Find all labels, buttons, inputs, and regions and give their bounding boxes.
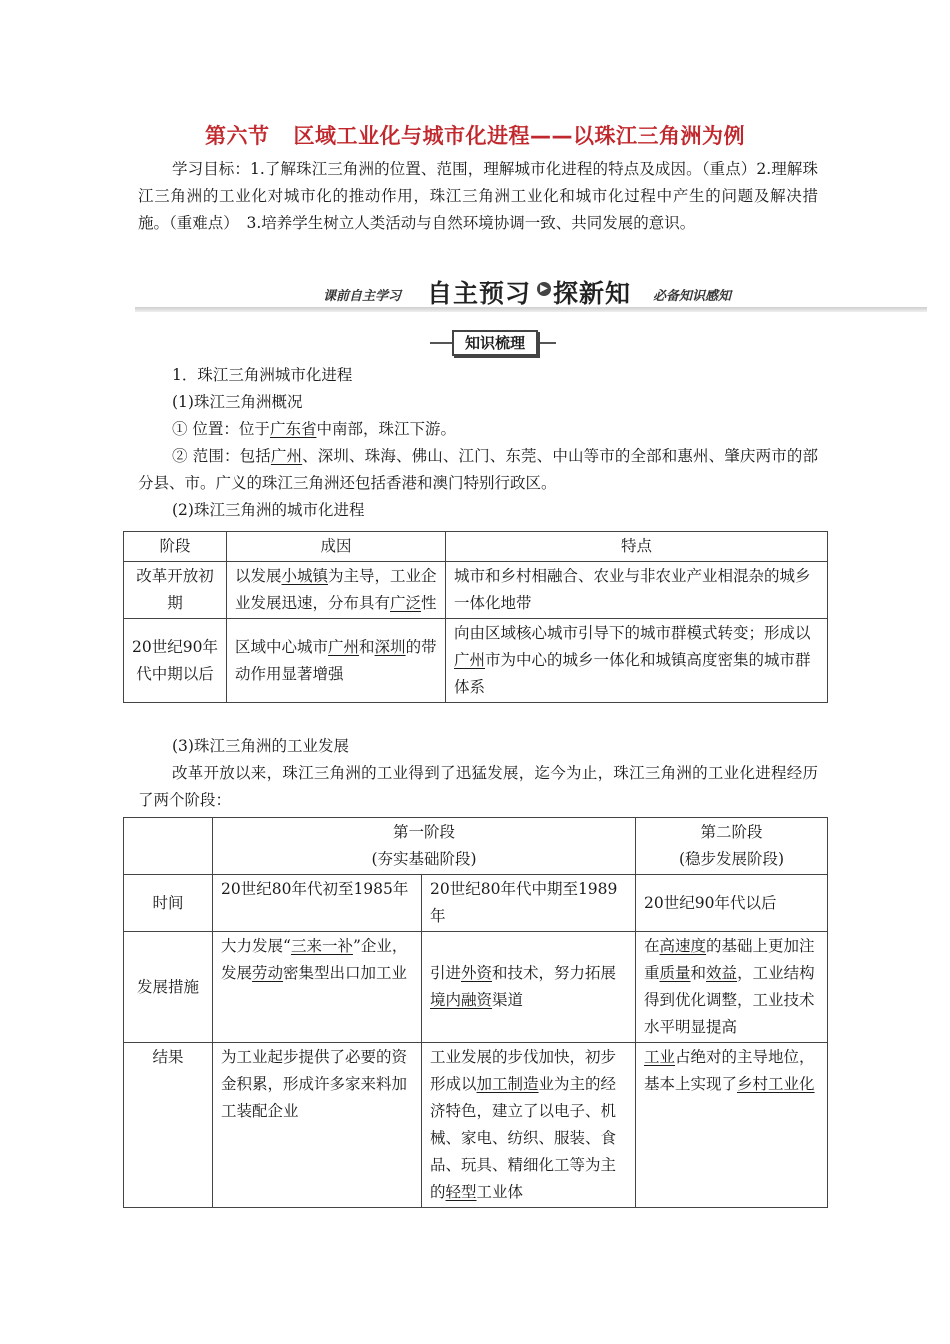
industry-paragraph: 改革开放以来，珠江三角洲的工业得到了迅猛发展，迄今为止，珠江三角洲的工业化进程经历了两个阶段： bbox=[138, 764, 818, 809]
section-number: 第六节 bbox=[205, 124, 270, 148]
table-cell: 20世纪90年代中期以后 bbox=[124, 619, 227, 703]
heading-1: 1．珠江三角洲城市化进程 bbox=[172, 366, 353, 384]
table-cell: 为工业起步提供了必要的资金积累，形成许多家来料加工装配企业 bbox=[213, 1043, 422, 1208]
underlined-answer: 广东省 bbox=[269, 420, 317, 438]
subheading-1: (1)珠江三角洲概况 bbox=[172, 393, 303, 411]
table-cell: 以发展小城镇为主导，工业企业发展迅速，分布具有广泛性 bbox=[227, 562, 446, 619]
location-line: ① 位置：位于广东省中南部，珠江下游。 bbox=[172, 420, 456, 438]
table-cell: 20世纪90年代以后 bbox=[636, 875, 828, 932]
learning-objectives: 学习目标：1.了解珠江三角洲的位置、范围，理解城市化进程的特点及成因。（重点）2.理解珠江三角洲的工业化对城市化的推动作用，珠江三角洲工业化和城市化过程中产生的问题及解决措施。（重难点） 3.培养学生树立人类活动与自然环境协调一致、共同发展的意识。 bbox=[138, 160, 818, 232]
table-cell: 改革开放初期 bbox=[124, 562, 227, 619]
table-cell: 区域中心城市广州和深圳的带动作用显著增强 bbox=[227, 619, 446, 703]
table-cell: 城市和乡村相融合、农业与非农业产业相混杂的城乡一体化地带 bbox=[446, 562, 828, 619]
table-cell: 结果 bbox=[124, 1043, 213, 1208]
table-cell: 工业占绝对的主导地位，基本上实现了乡村工业化 bbox=[636, 1043, 828, 1208]
table-cell: 工业发展的步伐加快，初步形成以加工制造业为主的经济特色，建立了以电子、机械、家电、纺织、服装、食品、玩具、精细化工等为主的轻型工业体 bbox=[422, 1043, 636, 1208]
table-cell: 发展措施 bbox=[124, 932, 213, 1043]
section-title: 区域工业化与城市化进程——以珠江三角洲为例 bbox=[293, 124, 745, 148]
table-header-cell: 阶段 bbox=[124, 532, 227, 562]
underlined-answer: 广州 bbox=[270, 447, 303, 465]
table-cell: 大力发展“三来一补”企业，发展劳动密集型出口加工业 bbox=[213, 932, 422, 1043]
table-row bbox=[124, 619, 828, 703]
table-cell: 引进外资和技术，努力拓展境内融资渠道 bbox=[422, 932, 636, 1043]
arrow-icon: ▶ bbox=[537, 282, 551, 296]
urbanization-table bbox=[123, 531, 828, 703]
table-header-cell: 成因 bbox=[227, 532, 446, 562]
banner-main-label-1: 自主预习 bbox=[427, 279, 532, 308]
table-cell: 时间 bbox=[124, 875, 213, 932]
page-title bbox=[0, 120, 950, 150]
table-header-cell bbox=[124, 818, 213, 875]
table-header-row bbox=[124, 532, 828, 562]
section-banner bbox=[135, 276, 927, 312]
subheading-2: (2)珠江三角洲的城市化进程 bbox=[172, 501, 365, 519]
knowledge-box-label: 知识梳理 bbox=[452, 330, 538, 356]
table-cell: 在高速度的基础上更加注重质量和效益，工业结构得到优化调整，工业技术水平明显提高 bbox=[636, 932, 828, 1043]
industrialization-table bbox=[123, 817, 828, 1208]
knowledge-box bbox=[430, 330, 556, 356]
table-row bbox=[124, 562, 828, 619]
table-header-row bbox=[124, 818, 828, 875]
table-header-cell: 第二阶段 (稳步发展阶段) bbox=[636, 818, 828, 875]
table-header-cell: 第一阶段 (夯实基础阶段) bbox=[213, 818, 636, 875]
table-cell: 20世纪80年代中期至1989年 bbox=[422, 875, 636, 932]
table-cell: 向由区域核心城市引导下的城市群模式转变；形成以广州市为中心的城乡一体化和城镇高度密集的城市群体系 bbox=[446, 619, 828, 703]
banner-left-label: 课前自主学习 bbox=[323, 289, 402, 304]
subheading-3: (3)珠江三角洲的工业发展 bbox=[172, 737, 349, 755]
table-row bbox=[124, 1043, 828, 1208]
banner-right-label: 必备知识感知 bbox=[653, 289, 732, 304]
banner-main-label-2: 探新知 bbox=[553, 279, 632, 308]
table-cell: 20世纪80年代初至1985年 bbox=[213, 875, 422, 932]
table-row bbox=[124, 932, 828, 1043]
range-paragraph: ② 范围：包括广州、深圳、珠海、佛山、江门、东莞、中山等市的全部和惠州、肇庆两市的部分县、市。广义的珠江三角洲还包括香港和澳门特别行政区。 bbox=[138, 447, 818, 492]
table-header-cell: 特点 bbox=[446, 532, 828, 562]
table-row bbox=[124, 875, 828, 932]
